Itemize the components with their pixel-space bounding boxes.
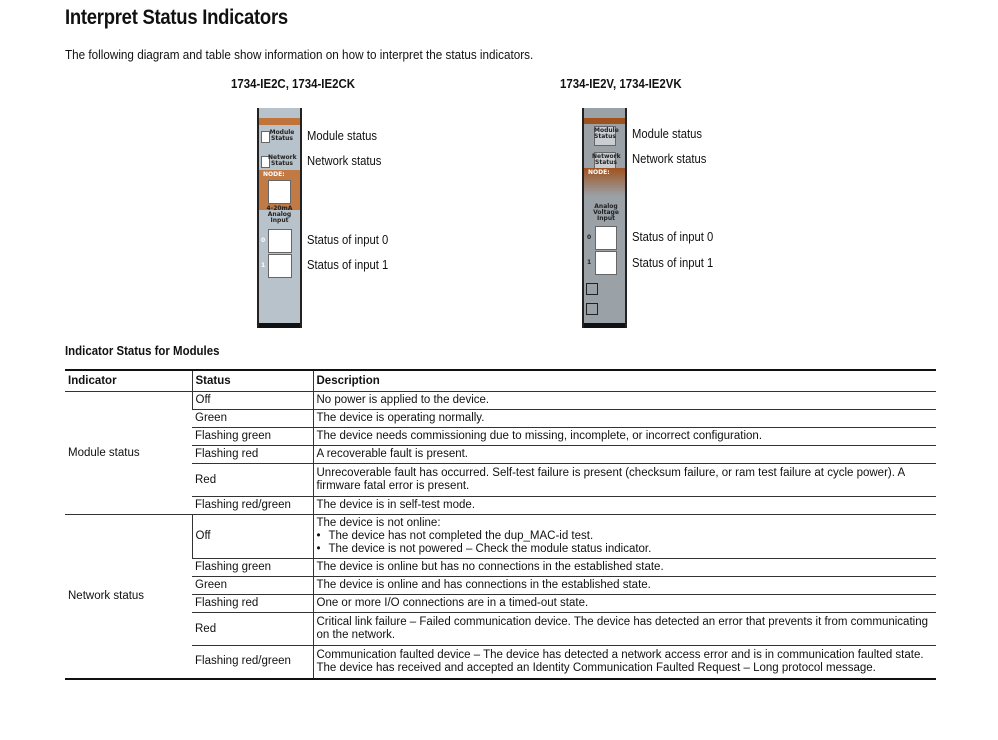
table-row xyxy=(65,515,936,559)
top-band xyxy=(584,118,625,124)
analog-label: Analog Voltage Input xyxy=(593,203,619,222)
callout-input-1: Status of input 1 xyxy=(632,256,714,270)
description-cell xyxy=(313,613,936,646)
description-cell xyxy=(313,392,936,410)
bottom-strip xyxy=(584,323,625,328)
table-row xyxy=(65,428,936,446)
description-text: The device is not online: xyxy=(316,517,441,529)
diagram-title-right: 1734-IE2V, 1734-IE2VK xyxy=(560,76,682,91)
table-row xyxy=(65,613,936,646)
module-illustration-left xyxy=(257,108,302,328)
status-cell: Green xyxy=(192,577,313,595)
description-text: The device is operating normally. xyxy=(316,412,485,424)
channel-0-label: 0 xyxy=(587,234,592,241)
indicator-cell: Network status xyxy=(65,515,192,679)
node-window xyxy=(268,180,291,204)
terminal-a xyxy=(586,283,598,295)
description-text: Critical link failure – Failed communication device. The device has detected an error that prevents it from communicating on the network. xyxy=(316,616,928,641)
module-illustration-right xyxy=(582,108,627,328)
status-cell: Flashing red/green xyxy=(192,497,313,515)
module-status-label: Module Status xyxy=(594,127,619,140)
table-header-row xyxy=(65,370,936,392)
table-caption: Indicator Status for Modules xyxy=(65,343,220,358)
description-cell xyxy=(313,428,936,446)
table-row xyxy=(65,446,936,464)
channel-1-label: 1 xyxy=(587,259,592,266)
header-description: Description xyxy=(313,370,936,392)
description-cell xyxy=(313,577,936,595)
description-cell xyxy=(313,595,936,613)
description-bullet: • The device has not completed the dup_MAC-id test. xyxy=(317,530,934,543)
description-text: The device is online and has connections in the established state. xyxy=(316,579,651,591)
description-cell xyxy=(313,410,936,428)
description-text: One or more I/O connections are in a timed-out state. xyxy=(316,597,589,609)
description-text: A recoverable fault is present. xyxy=(316,448,468,460)
module-status-label: Module Status xyxy=(269,129,295,142)
table-row xyxy=(65,464,936,497)
intro-text: The following diagram and table show information on how to interpret the status indicators. xyxy=(65,47,534,62)
status-cell: Green xyxy=(192,410,313,428)
callout-network-status: Network status xyxy=(632,152,707,166)
indicator-cell: Module status xyxy=(65,392,192,515)
input-0-led xyxy=(595,226,617,250)
indicator-status-table xyxy=(65,369,936,680)
description-cell xyxy=(313,446,936,464)
status-cell: Flashing red xyxy=(192,595,313,613)
status-cell: Flashing green xyxy=(192,428,313,446)
description-text: The device needs commissioning due to missing, incomplete, or incorrect configuration. xyxy=(316,430,763,442)
description-cell xyxy=(313,497,936,515)
callout-input-0: Status of input 0 xyxy=(307,233,389,247)
table-row xyxy=(65,497,936,515)
description-cell xyxy=(313,464,936,497)
description-text: Unrecoverable fault has occurred. Self-test failure is present (checksum failure, or ram test failure at cycle power). A firmware fatal error is present. xyxy=(316,467,905,492)
callout-network-status: Network status xyxy=(307,154,382,168)
status-cell: Off xyxy=(192,392,313,410)
diagram-title-left: 1734-IE2C, 1734-IE2CK xyxy=(231,76,356,91)
channel-0-label: 0 xyxy=(261,237,266,244)
callout-module-status: Module status xyxy=(307,129,378,143)
status-cell: Flashing green xyxy=(192,559,313,577)
status-cell: Flashing red xyxy=(192,446,313,464)
description-cell xyxy=(313,646,936,679)
header-indicator: Indicator xyxy=(65,370,192,392)
channel-1-label: 1 xyxy=(261,262,266,269)
node-label: NODE: xyxy=(263,171,285,178)
callout-input-1: Status of input 1 xyxy=(307,258,389,272)
bottom-strip xyxy=(259,323,300,328)
callout-input-0: Status of input 0 xyxy=(632,230,714,244)
network-status-label: Network Status xyxy=(268,154,297,167)
table-row xyxy=(65,577,936,595)
page-title: Interpret Status Indicators xyxy=(65,6,288,29)
status-cell: Off xyxy=(192,515,313,559)
table-row xyxy=(65,410,936,428)
status-cell: Flashing red/green xyxy=(192,646,313,679)
table-row xyxy=(65,595,936,613)
input-1-led xyxy=(268,254,292,278)
terminal-b xyxy=(586,303,598,315)
description-bullet: • The device is not powered – Check the module status indicator. xyxy=(317,543,934,556)
table-row xyxy=(65,392,936,410)
node-label: NODE: xyxy=(588,169,610,176)
status-cell: Red xyxy=(192,613,313,646)
input-1-led xyxy=(595,251,617,275)
description-text: The device is online but has no connections in the established state. xyxy=(316,561,664,573)
table-body xyxy=(65,392,936,679)
description-cell xyxy=(313,515,936,559)
description-cell xyxy=(313,559,936,577)
table-row xyxy=(65,559,936,577)
input-0-led xyxy=(268,229,292,253)
table-row xyxy=(65,646,936,679)
analog-label: 4-20mA Analog Input xyxy=(266,205,293,224)
description-text: No power is applied to the device. xyxy=(316,394,490,406)
top-band xyxy=(259,118,300,125)
callout-module-status: Module status xyxy=(632,127,703,141)
network-status-label: Network Status xyxy=(592,153,621,166)
description-text: Communication faulted device – The device has detected a network access error and is in communication faulted state. The device has received and accepted an Identity Communication Faulted Request – Long protocol message. xyxy=(316,648,924,674)
status-cell: Red xyxy=(192,464,313,497)
description-text: The device is in self-test mode. xyxy=(316,499,476,511)
header-status: Status xyxy=(192,370,313,392)
